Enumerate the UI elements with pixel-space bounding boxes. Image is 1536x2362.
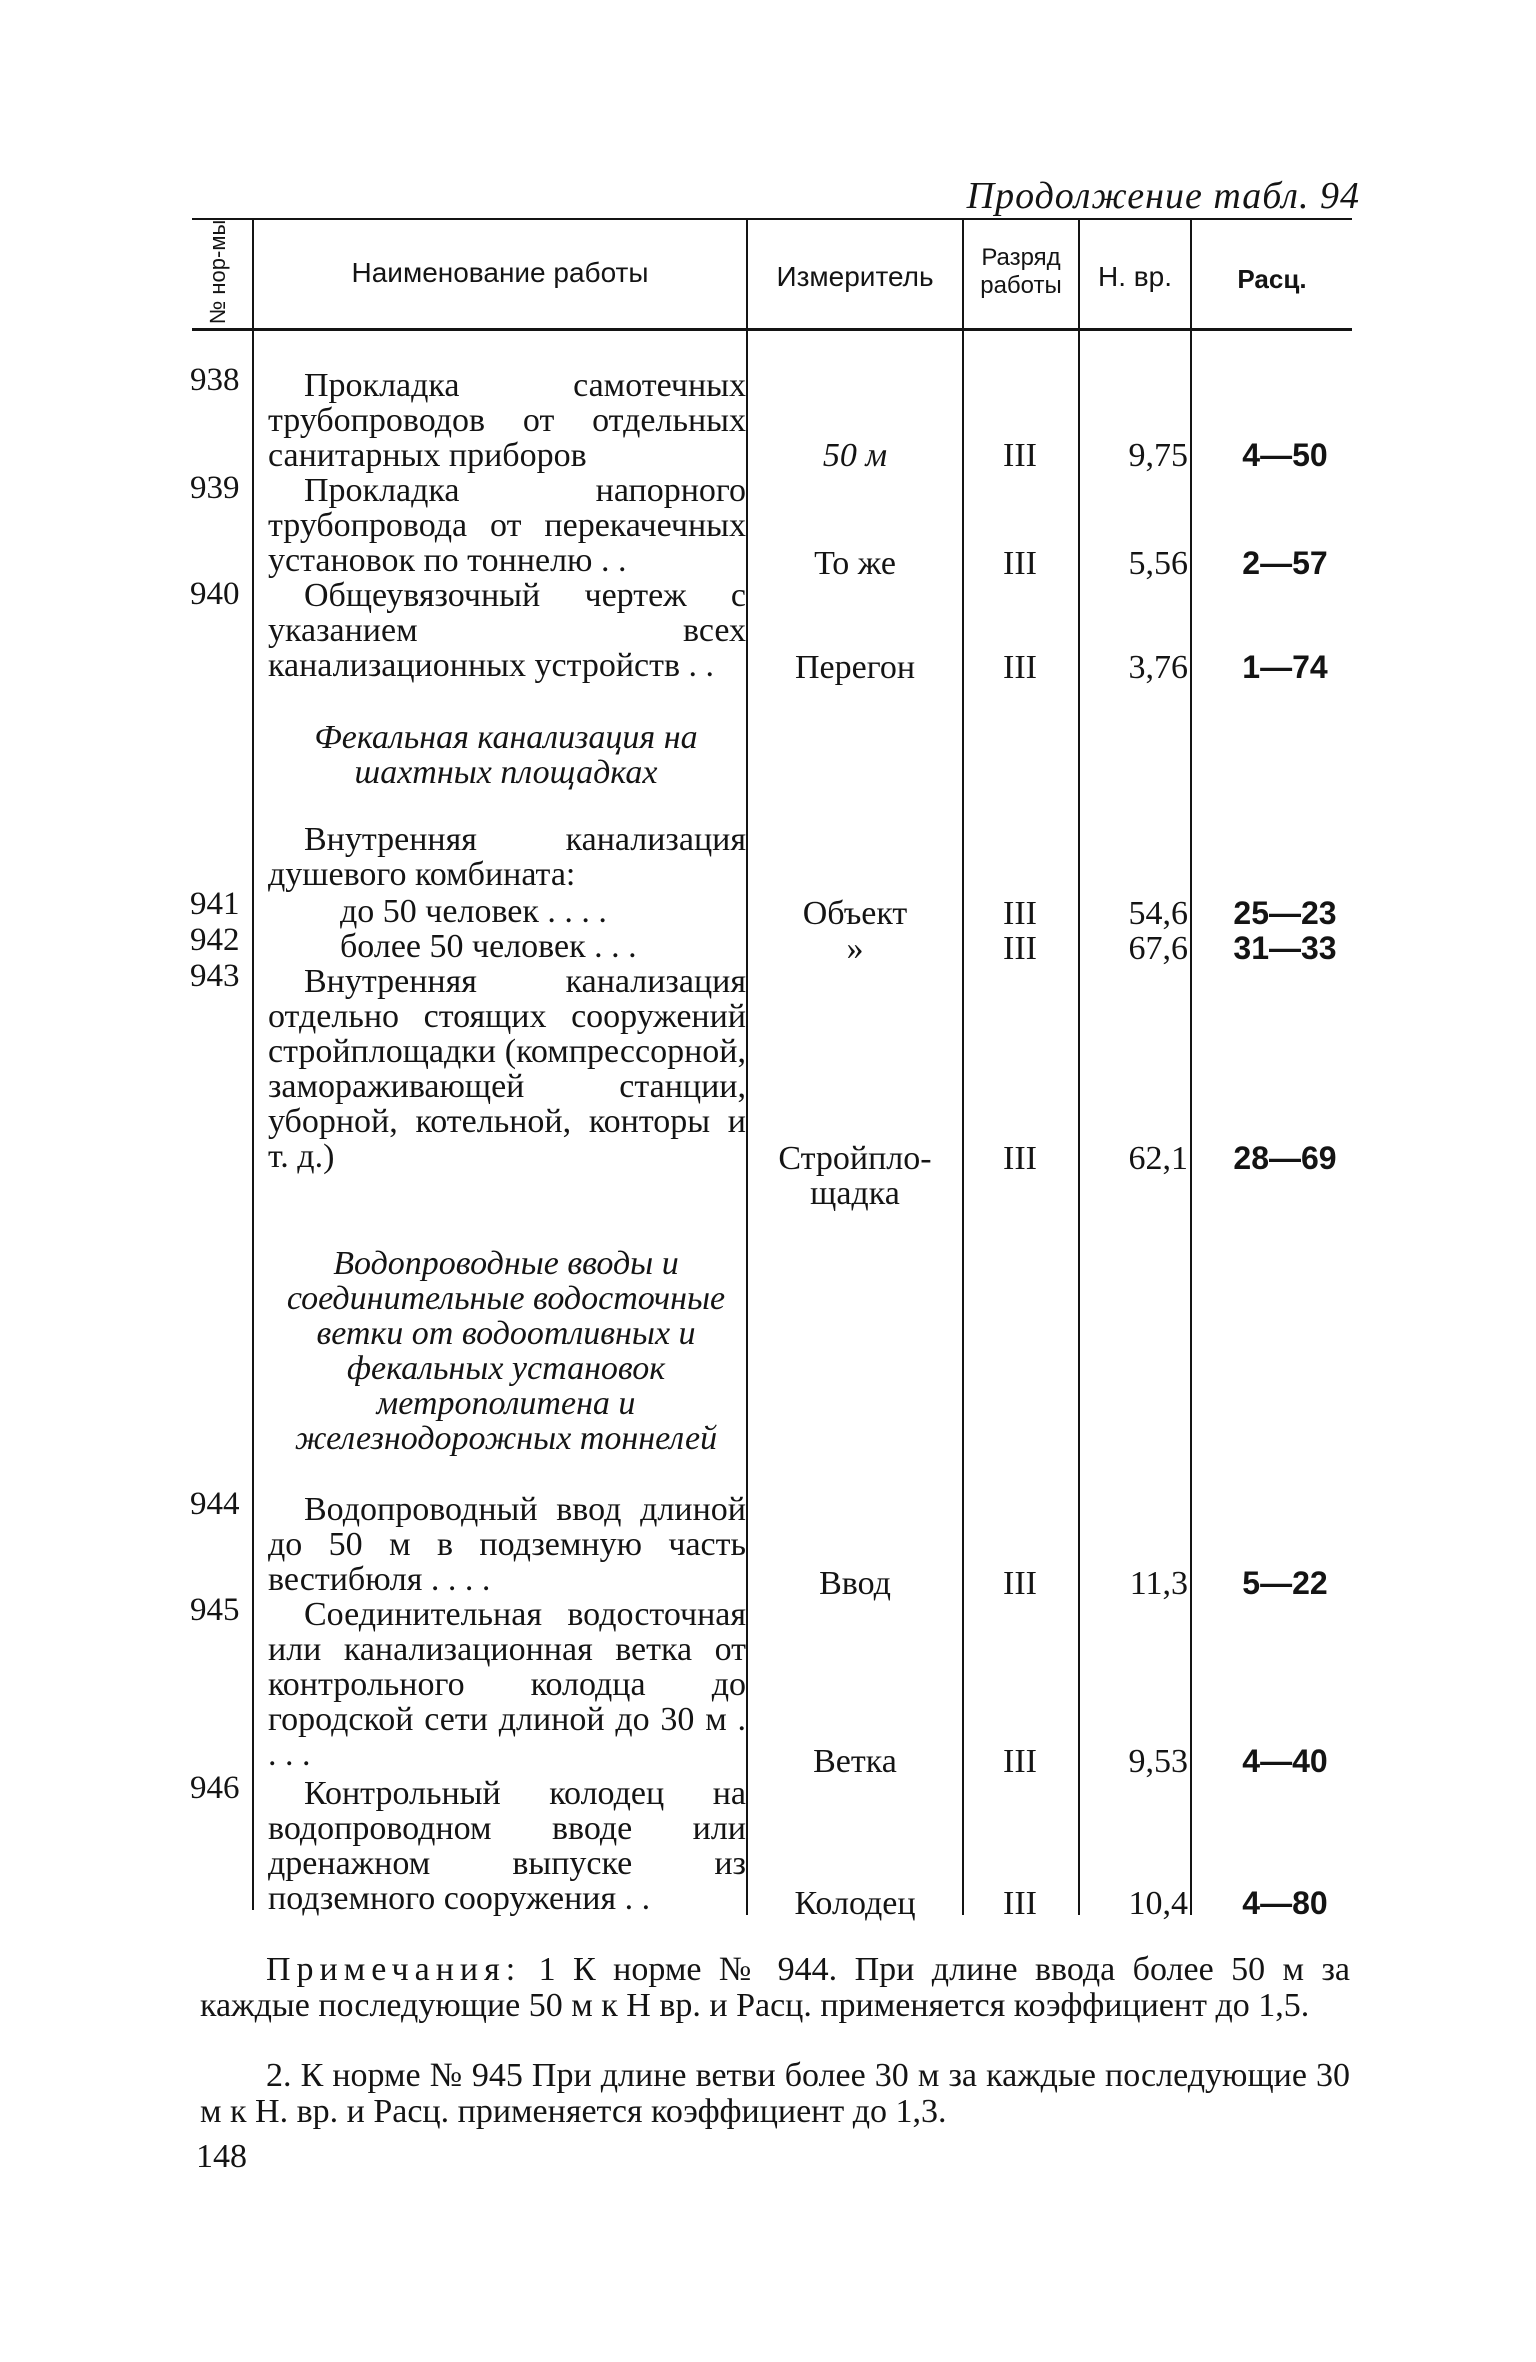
norm-number: 938 [190,362,240,398]
price-rate: 4—80 [1242,1885,1328,1921]
work-description: Внутренняя канализация отдельно стоящих сооружений стройплощадки (компрессорной, замораживающей станции, уборной, котельной, конторы и т. д.) [268,963,746,1175]
measure-unit: Колодец [794,1885,916,1922]
norm-number: 940 [190,576,240,612]
col-divider-5 [1190,220,1192,1915]
price-rate: 5—22 [1242,1565,1328,1601]
header-price: Расц. [1237,264,1307,294]
norm-number: 943 [190,958,240,994]
section-heading: Фекальная канализация на шахтных площадках [314,719,698,791]
col-divider-3 [962,220,964,1915]
note-2: 2. К норме № 945 При длине ветви более 30 м за каждые последующие 30 м к Н. вр. и Расц. применяется коэффициент до 1,3. [200,2057,1350,2130]
header-bottom-rule [192,328,1352,331]
measure-unit: Перегон [794,649,916,686]
price-rate: 25—23 [1233,895,1337,931]
table-caption: Продолжение табл. 94 [966,175,1360,217]
work-description: Контрольный колодец на водопроводном вводе или дренажном выпуске из подземного сооружения . . [268,1775,746,1917]
norm-hours: 11,3 [1129,1565,1188,1602]
measure-unit: Стройпло- щадка [778,1140,932,1212]
norm-hours: 9,53 [1128,1743,1188,1780]
price-rate: 31—33 [1233,930,1337,966]
price-rate: 28—69 [1233,1140,1337,1176]
measure-unit: То же [814,545,896,582]
norm-hours: 3,76 [1128,649,1188,686]
norm-hours: 54,6 [1128,895,1188,932]
measure-unit: » [846,930,864,967]
norm-hours: 62,1 [1128,1140,1188,1177]
work-description: Прокладка напорного трубопровода от перекачечных установок по тоннелю . . [268,472,746,579]
work-description: Соединительная водосточная или канализационная ветка от контрольного колодца до городской сети длиной до 30 м . . . . [268,1596,746,1773]
work-rank: III [1003,1885,1037,1922]
work-description: Общеувязочный чертеж с указанием всех канализационных устройств . . [268,577,746,684]
norm-hours: 5,56 [1128,545,1188,582]
price-rate: 1—74 [1242,649,1328,685]
page-number: 148 [196,2138,247,2175]
header-work-name: Наименование работы [351,257,649,288]
work-description: более 50 человек . . . [340,928,637,965]
work-rank: III [1003,1743,1037,1780]
col-divider-4 [1078,220,1080,1915]
col-divider-2 [746,220,748,1915]
work-rank: III [1003,930,1037,967]
col-divider-1 [252,220,254,1910]
work-rank: III [1003,1565,1037,1602]
notes-label: Примечания: [266,1951,522,1988]
measure-unit: Ввод [819,1565,891,1602]
measure-unit: Объект [802,895,908,932]
work-rank: III [1003,437,1037,474]
work-rank: III [1003,1140,1037,1177]
header-norm-number: № нор-мы [205,219,230,325]
norm-number: 942 [190,922,240,958]
work-rank: III [1003,649,1037,686]
price-rate: 2—57 [1242,545,1328,581]
price-rate: 4—40 [1242,1743,1328,1779]
norm-number: 945 [190,1592,240,1628]
work-description: до 50 человек . . . . [340,893,607,930]
work-description: Водопроводный ввод длиной до 50 м в подземную часть вестибюля . . . . [268,1491,746,1598]
norm-hours: 9,75 [1128,437,1188,474]
norm-number: 946 [190,1770,240,1806]
norm-number: 939 [190,470,240,506]
price-rate: 4—50 [1242,437,1328,473]
norm-number: 941 [190,886,240,922]
group-heading: Внутренняя канализация душевого комбината: [268,821,746,893]
measure-unit: Ветка [813,1743,897,1780]
work-rank: III [1003,895,1037,932]
work-rank: III [1003,545,1037,582]
section-heading: Водопроводные вводы и соединительные водосточные ветки от водоотливных и фекальных установок метрополитена и железнодорожных тоннелей [286,1245,726,1457]
header-rank: Разряд работы [980,244,1062,299]
header-hours: Н. вр. [1097,261,1172,292]
note-1: Примечания: 1 К норме № 944. При длине ввода более 50 м за каждые последующие 50 м к Н вр. и Расц. применяется коэффициент до 1,5. [200,1951,1350,2024]
header-measure: Измеритель [776,261,934,292]
norm-hours: 67,6 [1128,930,1188,967]
norm-number: 944 [190,1486,240,1522]
work-description: Прокладка самотечных трубопроводов от отдельных санитарных приборов [268,367,746,474]
table-top-rule [192,218,1352,220]
measure-unit: 50 м [822,437,888,474]
norm-hours: 10,4 [1128,1885,1188,1922]
